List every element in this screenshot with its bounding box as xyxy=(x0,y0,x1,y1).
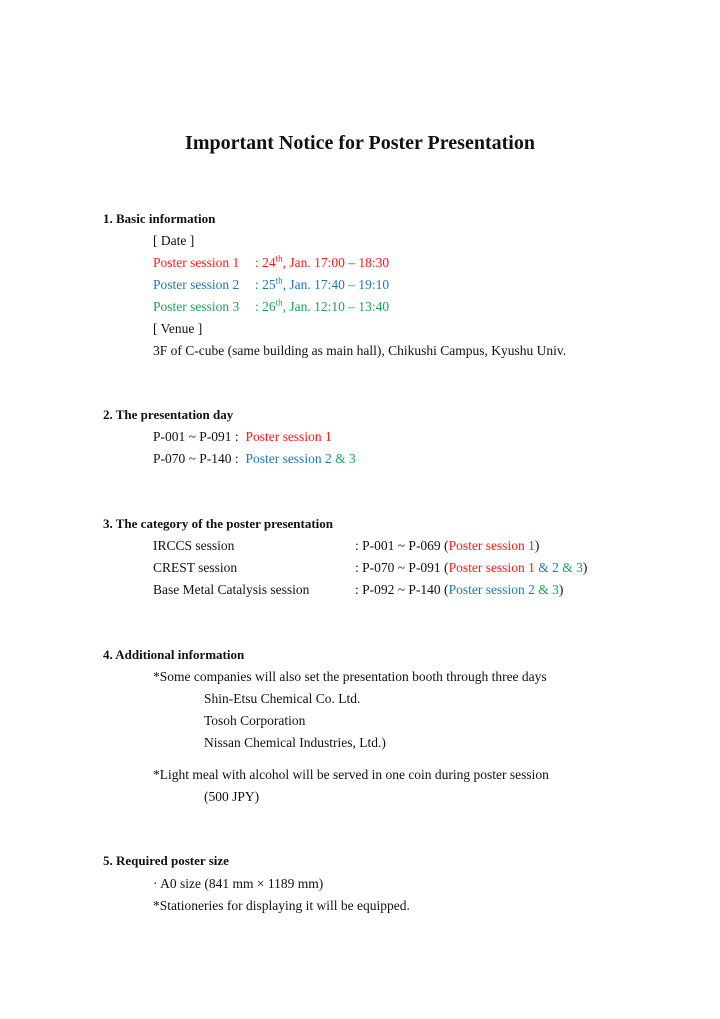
session-number: 2 xyxy=(324,451,332,466)
category-detail xyxy=(355,581,563,599)
ampersand: & xyxy=(331,451,349,466)
category-detail xyxy=(355,559,587,577)
poster-size: · A0 size (841 mm × 1189 mm) xyxy=(153,876,324,891)
venue-text: 3F of C-cube (same building as main hall), Chikushi Campus, Kyushu Univ. xyxy=(153,343,567,358)
company-name: Nissan Chemical Industries, Ltd.) xyxy=(204,735,386,750)
poster-range: P-070 ~ P-140 : xyxy=(153,451,239,466)
ordinal-suffix: th xyxy=(275,275,283,286)
venue-label: [ Venue ] xyxy=(153,321,203,336)
session-name: Poster session 2 xyxy=(153,277,240,292)
session-time: , Jan. 17:40 – 19:10 xyxy=(282,277,390,292)
page-title: Important Notice for Poster Presentation xyxy=(185,132,535,154)
ampersand: & xyxy=(558,560,577,575)
session-prefix: Poster session xyxy=(245,429,325,444)
session-1-schedule xyxy=(153,254,389,272)
category-row xyxy=(153,537,673,555)
session-day: 25 xyxy=(262,277,276,292)
meal-note: *Light meal with alcohol will be served in one coin during poster session xyxy=(153,767,549,782)
date-label: [ Date ] xyxy=(153,233,195,248)
session-number: 3 xyxy=(552,582,559,597)
stationery-note: *Stationeries for displaying it will be equipped. xyxy=(153,898,410,913)
category-name: CREST session xyxy=(153,560,238,575)
session-name: Poster session 3 xyxy=(153,299,240,314)
session-time: , Jan. 12:10 – 13:40 xyxy=(282,299,390,314)
poster-range: : P-070 ~ P-091 ( xyxy=(355,560,449,575)
section-heading-additional-information: 4. Additional information xyxy=(103,647,245,662)
category-row xyxy=(153,581,673,599)
ampersand: & xyxy=(534,560,553,575)
session-number: 1 xyxy=(324,429,332,444)
poster-range: : P-001 ~ P-069 ( xyxy=(355,538,449,553)
poster-range: : P-092 ~ P-140 ( xyxy=(355,582,449,597)
ampersand: & xyxy=(534,582,553,597)
category-row xyxy=(153,559,673,577)
session-number: 3 xyxy=(348,451,356,466)
category-name: IRCCS session xyxy=(153,538,235,553)
section-heading-presentation-day: 2. The presentation day xyxy=(103,407,234,422)
section-heading-category: 3. The category of the poster presentation xyxy=(103,516,334,531)
ordinal-suffix: th xyxy=(275,253,283,264)
session-number: 2 xyxy=(528,582,535,597)
section-heading-poster-size: 5. Required poster size xyxy=(103,853,229,868)
section-heading-basic-information: 1. Basic information xyxy=(103,211,216,226)
session-time: , Jan. 17:00 – 18:30 xyxy=(282,255,390,270)
session-number: 1 xyxy=(528,538,535,553)
close-paren: ) xyxy=(558,582,564,597)
session-prefix: Poster session xyxy=(448,538,529,553)
session-number: 3 xyxy=(576,560,583,575)
meal-price: (500 JPY) xyxy=(204,789,260,804)
presentation-day-row xyxy=(153,428,332,446)
companies-note: *Some companies will also set the presentation booth through three days xyxy=(153,669,547,684)
session-number: 2 xyxy=(552,560,559,575)
company-name: Tosoh Corporation xyxy=(204,713,306,728)
separator: : xyxy=(255,255,263,270)
session-prefix: Poster session xyxy=(245,451,325,466)
category-detail xyxy=(355,537,539,555)
session-3-schedule xyxy=(153,298,389,316)
session-prefix: Poster session xyxy=(448,582,529,597)
ordinal-suffix: th xyxy=(275,297,283,308)
category-name: Base Metal Catalysis session xyxy=(153,582,310,597)
session-2-schedule xyxy=(153,276,389,294)
session-number: 1 xyxy=(528,560,535,575)
close-paren: ) xyxy=(534,538,540,553)
session-name: Poster session 1 xyxy=(153,255,240,270)
close-paren: ) xyxy=(582,560,588,575)
session-prefix: Poster session xyxy=(448,560,529,575)
presentation-day-row xyxy=(153,450,356,468)
separator: : xyxy=(255,277,263,292)
session-day: 24 xyxy=(262,255,276,270)
separator: : xyxy=(255,299,263,314)
company-name: Shin-Etsu Chemical Co. Ltd. xyxy=(204,691,361,706)
session-day: 26 xyxy=(262,299,276,314)
poster-range: P-001 ~ P-091 : xyxy=(153,429,239,444)
